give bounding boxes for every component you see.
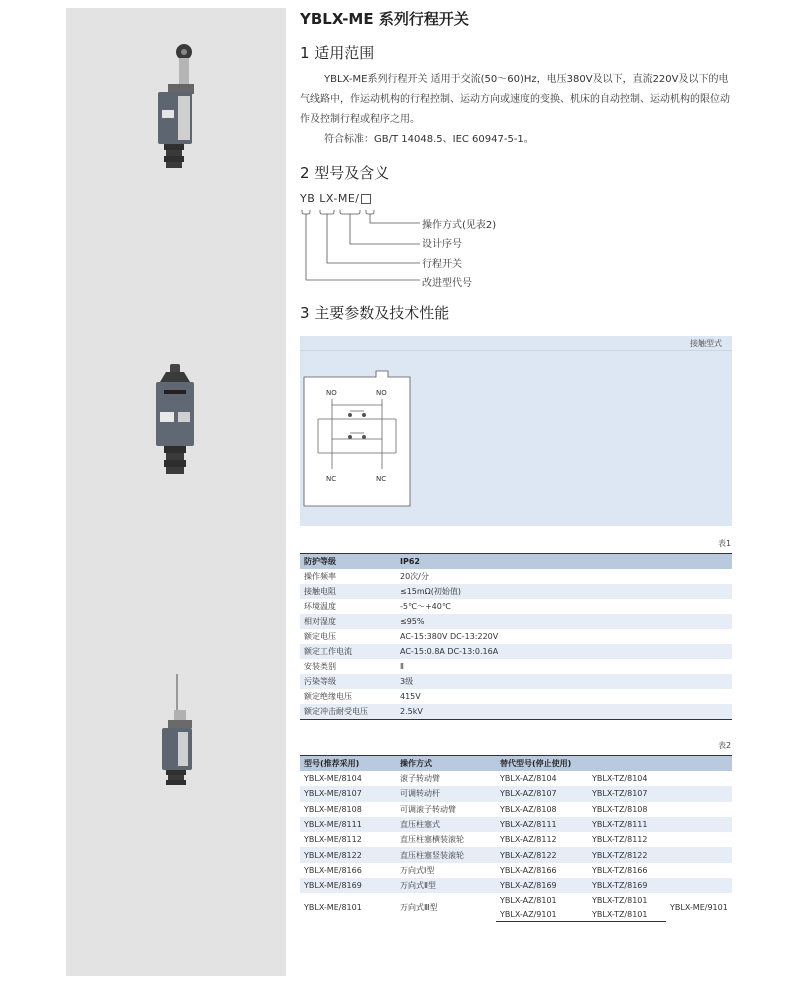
tz-cell: YBLX-TZ/8169 [588, 878, 666, 893]
tz-cell: YBLX-TZ/8104 [592, 774, 648, 784]
header-replacement: 替代型号(停止使用) [496, 756, 732, 772]
section-3-heading: 3 主要参数及技术性能 [300, 304, 450, 322]
table-row [300, 569, 732, 584]
az-cell: YBLX-AZ/8108 [500, 804, 557, 814]
nc-label-left: NC [326, 475, 337, 483]
model-code-rest: LX-ME/ [319, 192, 360, 205]
me-cell: YBLX-ME/9101 [670, 903, 728, 913]
table-header-row [300, 554, 732, 570]
model-cell: YBLX-ME/8122 [300, 847, 396, 862]
table-row [300, 629, 732, 644]
operation-cell: 可调滚子转动臂 [400, 804, 456, 814]
param-value: 415V [400, 692, 421, 701]
no-label-right: NO [376, 389, 387, 397]
param-value: 2.5kV [396, 704, 732, 720]
model-cell: YBLX-ME/8166 [304, 865, 362, 875]
tz-cell: YBLX-TZ/8108 [592, 804, 648, 814]
contact-form-header-label: 接触型式 [690, 339, 722, 348]
az-cell: YBLX-AZ/8166 [500, 865, 557, 875]
param-label: 额定电压 [304, 632, 336, 641]
adjustable-rod-switch-image [148, 672, 208, 792]
contact-schematic [300, 351, 732, 526]
table-row [300, 832, 732, 847]
table-2-label: 表2 [718, 741, 732, 750]
tz-cell: YBLX-TZ/8112 [592, 835, 648, 845]
section-1-paragraph: YBLX-ME系列行程开关 适用于交流(50～60)Hz，电压380V及以下，直流220V及以下的电气线路中，作运动机构的行程控制、运动方向或速度的变换、机床的自动控制、运动机构的限位动作及控制行程或程序之用。 [300, 74, 730, 125]
table-row [300, 584, 732, 599]
model-cell: YBLX-ME/8104 [304, 774, 362, 784]
param-label: 安装类别 [304, 662, 336, 671]
operation-cell: 滚子转动臂 [400, 774, 440, 784]
operation-cell: 直压柱塞式 [396, 817, 496, 832]
table-row [300, 689, 732, 704]
meaning-operation-mode: 操作方式(见表2) [422, 220, 497, 231]
param-value: -5℃～+40℃ [400, 602, 451, 611]
param-value: ≤15mΩ(初始值) [396, 584, 732, 599]
table-row [300, 599, 732, 614]
az-cell: YBLX-AZ/8104 [500, 774, 557, 784]
param-label: 接触电阻 [300, 584, 396, 599]
table-row [300, 659, 732, 674]
table-1-label: 表1 [718, 539, 732, 548]
param-label: 操作频率 [304, 572, 336, 581]
param-label: 额定冲击耐受电压 [300, 704, 396, 720]
header-operation: 操作方式 [396, 756, 496, 772]
header-protection-value: IP62 [396, 554, 732, 570]
operation-cell: 万向式Ⅲ型 [400, 903, 438, 913]
param-label: 额定绝缘电压 [304, 692, 352, 701]
plunger-switch-image [146, 362, 206, 482]
param-label: 污染等级 [300, 674, 396, 689]
model-code-bracket-diagram [296, 204, 420, 288]
model-cell: YBLX-ME/8101 [304, 903, 362, 913]
parameters-table [300, 553, 732, 720]
operation-cell: 可调转动杆 [396, 786, 496, 801]
az-cell: YBLX-AZ/9101 [496, 907, 588, 922]
contact-form-header [300, 336, 732, 351]
meaning-travel-switch: 行程开关 [422, 259, 462, 270]
model-cell: YBLX-ME/8108 [304, 804, 362, 814]
nc-label-right: NC [376, 475, 387, 483]
param-label: 环境温度 [304, 602, 336, 611]
param-value: AC-15:380V DC-13:220V [400, 632, 499, 641]
table-row [300, 614, 732, 629]
tz-cell: YBLX-TZ/8166 [592, 865, 648, 875]
tz-cell: YBLX-TZ/8122 [588, 847, 666, 862]
section-1-heading: 1 适用范围 [300, 44, 375, 62]
param-value: Ⅱ [400, 662, 404, 671]
standards-paragraph: 符合标准：GB/T 14048.5、IEC 60947-5-1。 [324, 134, 534, 145]
page-title: YBLX-ME 系列行程开关 [300, 10, 469, 28]
tz-cell: YBLX-TZ/8101 [588, 907, 666, 922]
model-cell: YBLX-ME/8112 [304, 835, 362, 845]
param-value: ≤95% [396, 614, 732, 629]
az-cell: YBLX-AZ/8111 [496, 817, 588, 832]
param-label: 额定工作电流 [300, 644, 396, 659]
table-row [300, 644, 732, 659]
param-value: 3级 [396, 674, 732, 689]
contact-form-diagram-box [300, 336, 732, 526]
operation-cell: 直压柱塞竖装滚轮 [396, 847, 496, 862]
az-cell: YBLX-AZ/8101 [500, 895, 557, 905]
param-label: 相对湿度 [300, 614, 396, 629]
operation-cell: 直压柱塞横装滚轮 [400, 835, 464, 845]
table-row [300, 847, 732, 862]
table-row [300, 771, 732, 786]
section-2-heading: 2 型号及含义 [300, 164, 390, 182]
meaning-improved-code: 改进型代号 [422, 278, 472, 289]
roller-lever-switch-image [148, 40, 208, 180]
model-code-yb: YB [300, 192, 316, 205]
tz-cell: YBLX-TZ/8111 [588, 817, 666, 832]
table-row [300, 863, 732, 878]
placeholder-box-icon [361, 194, 371, 204]
meaning-design-serial: 设计序号 [422, 239, 462, 250]
operation-cell: 万向式Ⅰ型 [400, 865, 435, 875]
model-table [300, 755, 732, 922]
tz-cell: YBLX-TZ/8107 [588, 786, 666, 801]
table-row [300, 802, 732, 817]
table-header-row [300, 756, 732, 772]
table-row [300, 674, 732, 689]
model-cell: YBLX-ME/8111 [300, 817, 396, 832]
az-cell: YBLX-AZ/8169 [496, 878, 588, 893]
param-value: 20次/分 [400, 572, 429, 581]
header-protection-label: 防护等级 [300, 554, 396, 570]
tz-cell: YBLX-TZ/8101 [592, 895, 648, 905]
az-cell: YBLX-AZ/8122 [496, 847, 588, 862]
param-value: AC-15:0.8A DC-13:0.16A [396, 644, 732, 659]
header-model: 型号(推荐采用) [300, 756, 396, 772]
table-row [300, 893, 732, 907]
az-cell: YBLX-AZ/8107 [496, 786, 588, 801]
table-row [300, 817, 732, 832]
model-cell: YBLX-ME/8107 [300, 786, 396, 801]
no-label-left: NO [326, 389, 337, 397]
table-row [300, 786, 732, 801]
az-cell: YBLX-AZ/8112 [500, 835, 557, 845]
table-row [300, 878, 732, 893]
operation-cell: 万向式Ⅱ型 [396, 878, 496, 893]
model-cell: YBLX-ME/8169 [300, 878, 396, 893]
table-row [300, 704, 732, 720]
